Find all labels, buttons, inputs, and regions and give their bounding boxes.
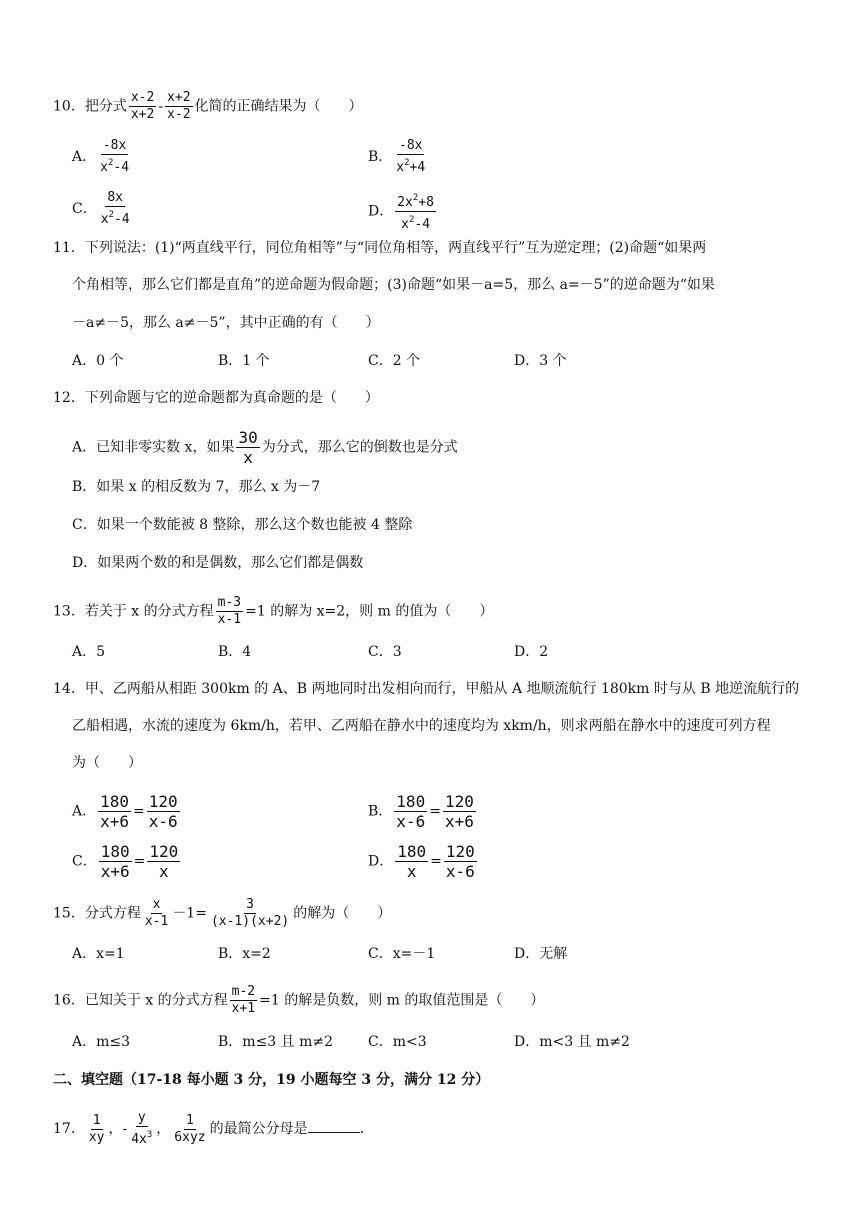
q10-option-c[interactable]: C． $\frac{8x}{x^2-4}$ xyxy=(72,190,130,227)
question-10: 10．把分式 $\frac{x-2}{x+2}$ - $\frac{x+2}{x-2}$ 化简的正确结果为（ ） xyxy=(53,90,363,122)
fraction: $\frac{x-2}{x+2}$ xyxy=(130,90,155,122)
fraction: $\frac{x}{x-1}$ xyxy=(144,897,169,929)
q15-option-d[interactable]: D．无解 xyxy=(514,946,568,962)
fraction: $\frac{y}{4x^3}$ xyxy=(131,1110,153,1147)
fraction: $\frac{120}{x+6}$ xyxy=(444,792,474,831)
question-11-line-2: 个角相等，那么它们都是直角”的逆命题为假命题；(3)命题“如果－a=5，那么 a=－5”的逆命题为“如果 xyxy=(72,277,715,293)
fraction: $\frac{2x^2+8}{x^2-4}$ xyxy=(395,190,436,233)
q16-option-c[interactable]: C．m<3 xyxy=(368,1034,427,1050)
answer-blank[interactable] xyxy=(308,1118,360,1133)
question-12-stem: 12．下列命题与它的逆命题都为真命题的是（ ） xyxy=(53,390,379,406)
q12-option-b[interactable]: B．如果 x 的相反数为 7，那么 x 为－7 xyxy=(72,479,321,495)
q12-option-a[interactable]: A．已知非零实数 x，如果 $\frac{30}{x}$ 为分式，那么它的倒数也是分式 xyxy=(72,428,458,467)
q10-option-a[interactable]: A． $\frac{-8x}{x^2-4}$ xyxy=(72,138,130,175)
fraction: $\frac{x+2}{x-2}$ xyxy=(167,90,191,122)
fraction: $\frac{120}{x-6}$ xyxy=(148,792,178,831)
q16-option-d[interactable]: D．m<3 且 m≠2 xyxy=(514,1034,630,1050)
q14-option-c[interactable]: C． $\frac{180}{x+6}$ = $\frac{120}{x}$ xyxy=(72,842,179,881)
question-14-line-2: 乙船相遇，水流的速度为 6km/h，若甲、乙两船在静水中的速度均为 xkm/h，则求两船在静水中的速度可列方程 xyxy=(72,718,771,734)
q15-option-c[interactable]: C．x=－1 xyxy=(368,946,436,962)
fraction: $\frac{180}{x+6}$ xyxy=(100,792,130,831)
q14-option-a[interactable]: A． $\frac{180}{x+6}$ = $\frac{120}{x-6}$ xyxy=(72,792,178,831)
fraction: $\frac{180}{x-6}$ xyxy=(396,792,426,831)
question-15: 15．分式方程 $\frac{x}{x-1}$ －1= $\frac{3}{(x-1)(x+2)}$ 的解为（ ） xyxy=(53,897,392,929)
fraction: $\frac{1}{xy}$ xyxy=(88,1112,105,1145)
fraction: $\frac{180}{x+6}$ xyxy=(100,842,130,881)
q16-option-a[interactable]: A．m≤3 xyxy=(72,1034,131,1050)
q13-option-d[interactable]: D．2 xyxy=(514,644,549,660)
fraction: $\frac{120}{x-6}$ xyxy=(445,842,475,881)
fraction: $\frac{m-2}{x+1}$ xyxy=(231,984,256,1016)
fraction: $\frac{1}{\text{6xyz}}$ xyxy=(174,1112,206,1145)
section-heading: 二、填空题（17-18 每小题 3 分，19 小题每空 3 分，满分 12 分） xyxy=(53,1072,490,1088)
fraction: $\frac{120}{x}$ xyxy=(149,842,179,881)
fraction: $\frac{30}{x}$ xyxy=(238,428,258,467)
question-11-line-1: 11．下列说法：(1)“两直线平行，同位角相等”与“同位角相等，两直线平行”互为逆定理；(2)命题“如果两 xyxy=(53,240,707,256)
q16-option-b[interactable]: B．m≤3 且 m≠2 xyxy=(218,1034,334,1050)
question-11-line-3: －a≠－5，那么 a≠－5”，其中正确的有（ ） xyxy=(72,315,380,331)
q10-option-d[interactable]: D． $\frac{2x^2+8}{x^2-4}$ xyxy=(368,190,438,233)
fraction: $\frac{8x}{x^2-4}$ xyxy=(100,190,130,227)
fraction: $\frac{-8x}{x^2+4}$ xyxy=(396,138,426,175)
q10-option-b[interactable]: B． $\frac{-8x}{x^2+4}$ xyxy=(368,138,426,175)
fraction: $\frac{3}{(x-1)(x+2)}$ xyxy=(210,897,290,929)
q13-option-c[interactable]: C．3 xyxy=(368,644,402,660)
q15-option-a[interactable]: A．x=1 xyxy=(72,946,125,962)
question-13: 13．若关于 x 的分式方程 $\frac{m-3}{x-1}$ =1 的解为 x=2，则 m 的值为（ ） xyxy=(53,595,494,627)
question-16: 16．已知关于 x 的分式方程 $\frac{m-2}{x+1}$ =1 的解是负数，则 m 的取值范围是（ ） xyxy=(53,984,545,1016)
q13-option-b[interactable]: B．4 xyxy=(218,644,252,660)
q13-option-a[interactable]: A．5 xyxy=(72,644,106,660)
q14-option-d[interactable]: D． $\frac{180}{x}$ = $\frac{120}{x-6}$ xyxy=(368,842,475,881)
q12-option-d[interactable]: D．如果两个数的和是偶数，那么它们都是偶数 xyxy=(72,555,364,571)
q11-option-d[interactable]: D．3 个 xyxy=(514,353,567,369)
question-14-line-1: 14．甲、乙两船从相距 300km 的 A、B 两地同时出发相向而行，甲船从 A 地顺流航行 180km 时与从 B 地逆流航行的 xyxy=(53,681,800,697)
q11-option-c[interactable]: C．2 个 xyxy=(368,353,421,369)
question-17: 17． $\frac{1}{xy}$ ，- $\frac{y}{4x^3}$ ， $\frac{1}{\text{6xyz}}$ 的最简公分母是 . xyxy=(53,1110,365,1147)
q11-option-b[interactable]: B．1 个 xyxy=(218,353,270,369)
fraction: $\frac{180}{x}$ xyxy=(397,842,427,881)
q15-option-b[interactable]: B．x=2 xyxy=(218,946,271,962)
q12-option-c[interactable]: C．如果一个数能被 8 整除，那么这个数也能被 4 整除 xyxy=(72,517,413,533)
fraction: $\frac{-8x}{x^2-4}$ xyxy=(100,138,130,175)
q11-option-a[interactable]: A．0 个 xyxy=(72,353,124,369)
q14-option-b[interactable]: B． $\frac{180}{x-6}$ = $\frac{120}{x+6}$ xyxy=(368,792,474,831)
fraction: $\frac{m-3}{x-1}$ xyxy=(217,595,242,627)
question-14-line-3: 为（ ） xyxy=(72,755,142,771)
